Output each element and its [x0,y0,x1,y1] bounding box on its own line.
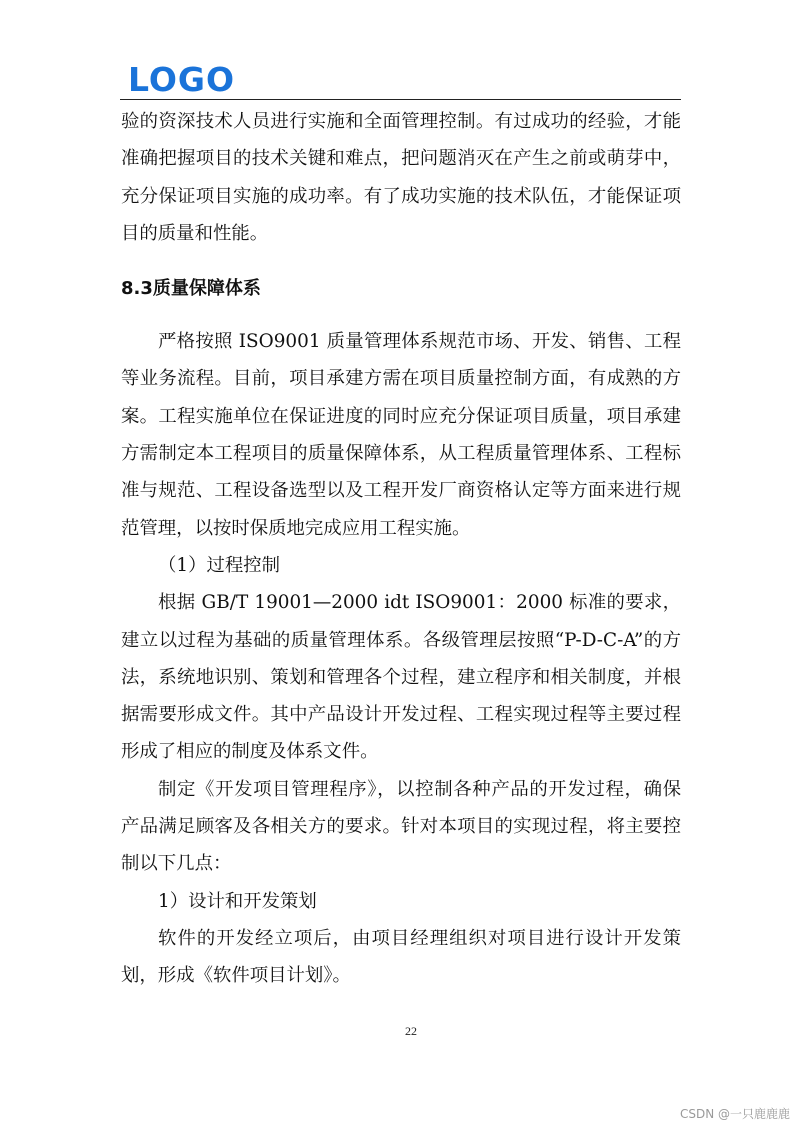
logo: LOGO [128,60,236,99]
header-divider [120,99,681,100]
paragraph-intro: 验的资深技术人员进行实施和全面管理控制。有过成功的经验，才能准确把握项目的技术关键和难点，把问题消灭在产生之前或萌芽中，充分保证项目实施的成功率。有了成功实施的技术队伍，才能保证项目的质量和性能。 [121,111,681,244]
paragraph-quality: 严格按照 ISO9001 质量管理体系规范市场、开发、销售、工程等业务流程。目前，项目承建方需在项目质量控制方面，有成熟的方案。工程实施单位在保证进度的同时应充分保证项目质量，项目承建方需制定本工程项目的质量保障体系，从工程质量管理体系、工程标准与规范、工程设备选型以及工程开发厂商资格认定等方面来进行规范管理，以按时保质地完成应用工程实施。 [121,331,681,539]
watermark: CSDN @一只鹿鹿鹿 [679,1107,790,1121]
page-number: 22 [405,1024,417,1038]
document-body [121,103,681,995]
paragraph-standard: 根据 GB/T 19001—2000 idt ISO9001：2000 标准的要求，建立以过程为基础的质量管理体系。各级管理层按照“P-D-C-A”的方法，系统地识别、策划和管理各个过程，建立程序和相关制度，并根据需要形成文件。其中产品设计开发过程、工程实现过程等主要过程形成了相应的制度及体系文件。 [121,592,681,763]
spacer [121,307,681,323]
item-1-heading: 1）设计和开发策划 [158,890,317,912]
sub-heading-process-control: （1）过程控制 [158,554,281,576]
spacer [121,252,681,270]
paragraph-procedure: 制定《开发项目管理程序》，以控制各种产品的开发过程，确保产品满足顾客及各相关方的要求。针对本项目的实现过程，将主要控制以下几点： [121,778,681,875]
section-heading: 8.3质量保障体系 [121,278,261,300]
paragraph-item-1: 软件的开发经立项后，由项目经理组织对项目进行设计开发策划，形成《软件项目计划》。 [121,927,681,987]
